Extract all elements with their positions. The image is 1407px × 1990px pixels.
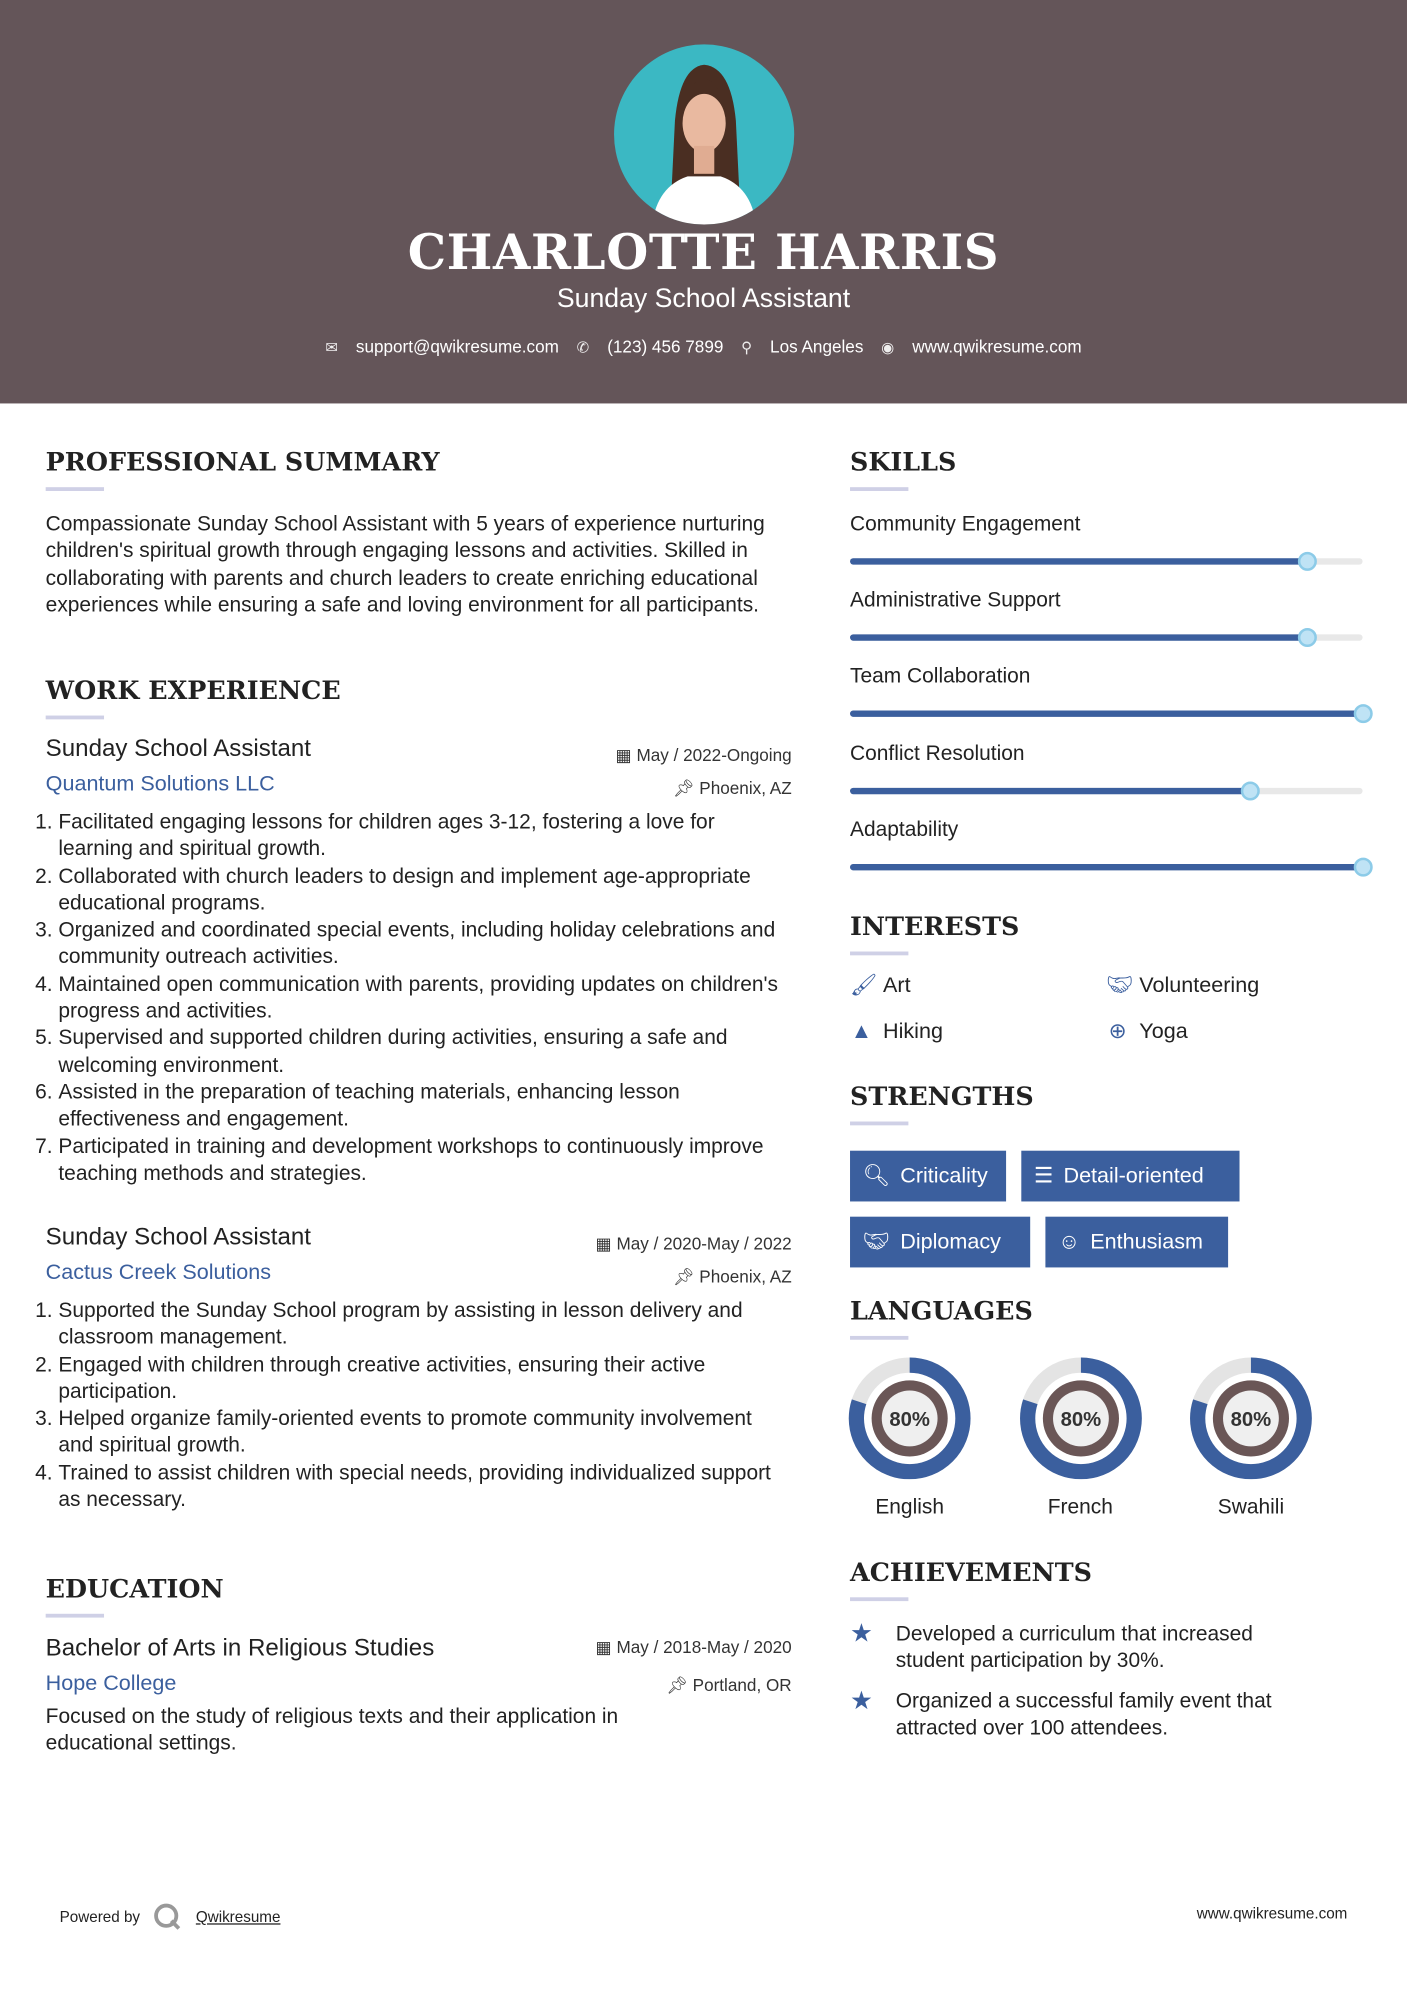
education-description: Focused on the study of religious texts and their application in educational settings.	[45, 1705, 619, 1755]
education-heading: EDUCATION	[45, 1573, 224, 1604]
skill-bar-knob	[1354, 705, 1373, 724]
interest-item	[850, 1019, 943, 1044]
job-company[interactable]: Cactus Creek Solutions	[45, 1259, 272, 1284]
job-position: Sunday School Assistant	[45, 1224, 312, 1251]
job-bullets	[41, 1298, 792, 1514]
interest-label: Volunteering	[1139, 973, 1260, 998]
calendar-icon: ▦	[615, 745, 637, 766]
profile-photo	[614, 44, 794, 224]
skill-bar	[850, 711, 1363, 717]
education-location	[666, 1676, 792, 1696]
language-name: French	[1047, 1495, 1113, 1519]
job-location-text: Phoenix, AZ	[699, 778, 792, 799]
star-icon: ★	[850, 1620, 873, 1649]
job-bullet: 3. Organized and coordinated special events, including holiday celebrations and community outreach activities.	[58, 918, 791, 972]
skill-bar-knob	[1241, 781, 1260, 800]
summary-text: Compassionate Sunday School Assistant with 5 years of experience nurturing children's spiritual growth through engaging lessons and activities. Skilled in collaborating with parents and church leaders to create enriching educational experiences while ensuring a safe and loving environment for all participants.	[45, 512, 765, 617]
list-icon: ☰	[1033, 1163, 1054, 1188]
qwikresume-logo-icon	[153, 1902, 183, 1932]
calendar-icon: ▦	[595, 1234, 617, 1254]
achievement-item	[850, 1621, 1327, 1674]
language-donut	[1181, 1358, 1321, 1480]
achievements-heading: ACHIEVEMENTS	[850, 1556, 1092, 1588]
degree: Bachelor of Arts in Religious Studies	[45, 1635, 435, 1662]
map-marker-icon: ⚲	[741, 338, 753, 356]
skill-label: Adaptability	[850, 818, 959, 841]
job-location	[673, 1267, 792, 1287]
skill-bar	[850, 787, 1363, 793]
strength-chip	[850, 1151, 1006, 1202]
job-bullet: 5. Supervised and supported children during activities, ensuring a safe and welcoming environment.	[58, 1026, 791, 1080]
job-date-text: May / 2022-Ongoing	[636, 745, 792, 766]
language-name: Swahili	[1217, 1495, 1285, 1519]
language-item	[1011, 1358, 1151, 1520]
globe-icon: ◉	[881, 338, 895, 356]
search-icon: 🔍︎	[862, 1163, 891, 1188]
language-donut	[1011, 1358, 1151, 1480]
job-bullet: 4. Trained to assist children with special needs, providing individualized support as necessary.	[58, 1460, 791, 1514]
header	[0, 0, 1407, 403]
language-name: English	[875, 1495, 944, 1519]
strength-chip	[1021, 1151, 1239, 1202]
job-location	[673, 779, 792, 799]
skill-bar-fill	[850, 711, 1363, 717]
skill-bar-knob	[1354, 857, 1373, 876]
pin-icon: 📌︎	[672, 778, 700, 799]
skill-label: Administrative Support	[850, 588, 1061, 612]
job-bullet: 2. Engaged with children through creative activities, ensuring their active participation.	[58, 1352, 791, 1406]
job-company[interactable]: Quantum Solutions LLC	[45, 771, 275, 796]
education-entry	[46, 1635, 792, 1758]
interest-label: Yoga	[1139, 1018, 1188, 1043]
envelope-icon: ✉	[325, 338, 339, 356]
skill-bar-fill	[850, 787, 1250, 793]
interest-item	[850, 973, 911, 998]
lifebuoy-icon: ⊕	[1108, 1018, 1127, 1043]
job-entry	[46, 736, 792, 1188]
skill-bar-fill	[850, 558, 1306, 564]
candidate-name: CHARLOTTE HARRIS	[407, 223, 1000, 281]
skill-bar	[850, 558, 1363, 564]
job-bullet: 2. Collaborated with church leaders to design and implement age-appropriate educational programs.	[58, 863, 791, 917]
tree-icon: ▲	[850, 1018, 873, 1043]
contact-website[interactable]: www.qwikresume.com	[912, 337, 1082, 357]
language-item	[1181, 1358, 1321, 1520]
skill-bar	[850, 635, 1363, 641]
smile-icon: ☺	[1058, 1229, 1081, 1254]
language-percent: 80%	[1230, 1409, 1272, 1432]
job-date	[616, 746, 792, 766]
interest-item	[1106, 973, 1259, 998]
star-icon: ★	[850, 1687, 873, 1716]
skill-label: Team Collaboration	[850, 665, 1031, 689]
achievement-text: Developed a curriculum that increased student participation by 30%.	[895, 1622, 1253, 1673]
summary-heading: PROFESSIONAL SUMMARY	[45, 446, 440, 478]
footer-brand	[60, 1902, 281, 1932]
job-bullets	[41, 809, 792, 1187]
interest-label: Art	[883, 973, 911, 998]
handshake-icon: 🤝︎	[862, 1229, 891, 1254]
qwikresume-link[interactable]: Qwikresume	[195, 1908, 281, 1926]
education-date-text: May / 2018-May / 2020	[616, 1637, 792, 1657]
skills-heading: SKILLS	[850, 446, 957, 478]
job-entry	[46, 1224, 792, 1514]
job-position: Sunday School Assistant	[45, 735, 312, 763]
skill-label: Community Engagement	[850, 512, 1081, 536]
strength-label: Enthusiasm	[1090, 1229, 1203, 1254]
language-percent: 80%	[889, 1409, 930, 1432]
pin-icon: 📌︎	[666, 1675, 693, 1695]
job-bullet: 6. Assisted in the preparation of teaching materials, enhancing lesson effectiveness and engagement.	[58, 1080, 791, 1134]
job-bullet: 4. Maintained open communication with parents, providing updates on children's progress and activities.	[58, 972, 791, 1026]
education-date	[596, 1638, 792, 1658]
interests-heading: INTERESTS	[850, 910, 1020, 942]
language-donut	[840, 1358, 980, 1480]
calendar-icon: ▦	[595, 1637, 617, 1657]
strength-chip	[1045, 1217, 1228, 1268]
contact-phone: (123) 456 7899	[607, 337, 724, 357]
powered-by-label: Powered by	[59, 1908, 141, 1926]
languages-heading: LANGUAGES	[850, 1295, 1033, 1326]
strength-chip	[850, 1217, 1030, 1268]
language-percent: 80%	[1060, 1409, 1101, 1432]
achievement-text: Organized a successful family event that attracted over 100 attendees.	[895, 1689, 1272, 1740]
job-title: Sunday School Assistant	[556, 284, 851, 314]
contact-email[interactable]: support@qwikresume.com	[355, 337, 559, 357]
strength-label: Criticality	[900, 1163, 988, 1188]
job-date-text: May / 2020-May / 2022	[616, 1234, 792, 1254]
contact-bar	[0, 337, 1407, 356]
skill-bar	[850, 864, 1363, 870]
skill-bar-knob	[1297, 628, 1316, 647]
strengths-heading: STRENGTHS	[850, 1080, 1034, 1112]
handshake-icon: 🤝︎	[1106, 973, 1134, 998]
phone-icon: ✆	[576, 338, 590, 356]
job-location-text: Phoenix, AZ	[699, 1267, 792, 1287]
interest-label: Hiking	[883, 1018, 943, 1043]
job-bullet: 1. Facilitated engaging lessons for children ages 3-12, fostering a love for learning and spiritual growth.	[58, 809, 791, 863]
skill-bar-knob	[1297, 552, 1316, 571]
strength-label: Detail-oriented	[1063, 1163, 1204, 1188]
skill-bar-fill	[850, 864, 1363, 870]
achievement-item	[850, 1689, 1327, 1742]
pin-icon: 📌︎	[672, 1267, 700, 1287]
school[interactable]: Hope College	[45, 1670, 177, 1695]
contact-location: Los Angeles	[770, 337, 864, 357]
experience-heading: WORK EXPERIENCE	[45, 674, 341, 706]
strength-label: Diplomacy	[900, 1229, 1001, 1254]
interest-item	[1106, 1019, 1187, 1044]
footer-website[interactable]: www.qwikresume.com	[1196, 1904, 1348, 1923]
education-location-text: Portland, OR	[692, 1675, 792, 1695]
paintbrush-icon: 🖌︎	[850, 973, 878, 998]
job-bullet: 7. Participated in training and development workshops to continuously improve teaching methods and strategies.	[58, 1134, 791, 1188]
job-date	[596, 1234, 792, 1254]
job-bullet: 1. Supported the Sunday School program by assisting in lesson delivery and classroom management.	[58, 1298, 791, 1352]
job-bullet: 3. Helped organize family-oriented events to promote community involvement and spiritual growth.	[58, 1406, 791, 1460]
language-item	[840, 1358, 980, 1520]
skill-bar-fill	[850, 635, 1306, 641]
skill-label: Conflict Resolution	[850, 741, 1025, 765]
